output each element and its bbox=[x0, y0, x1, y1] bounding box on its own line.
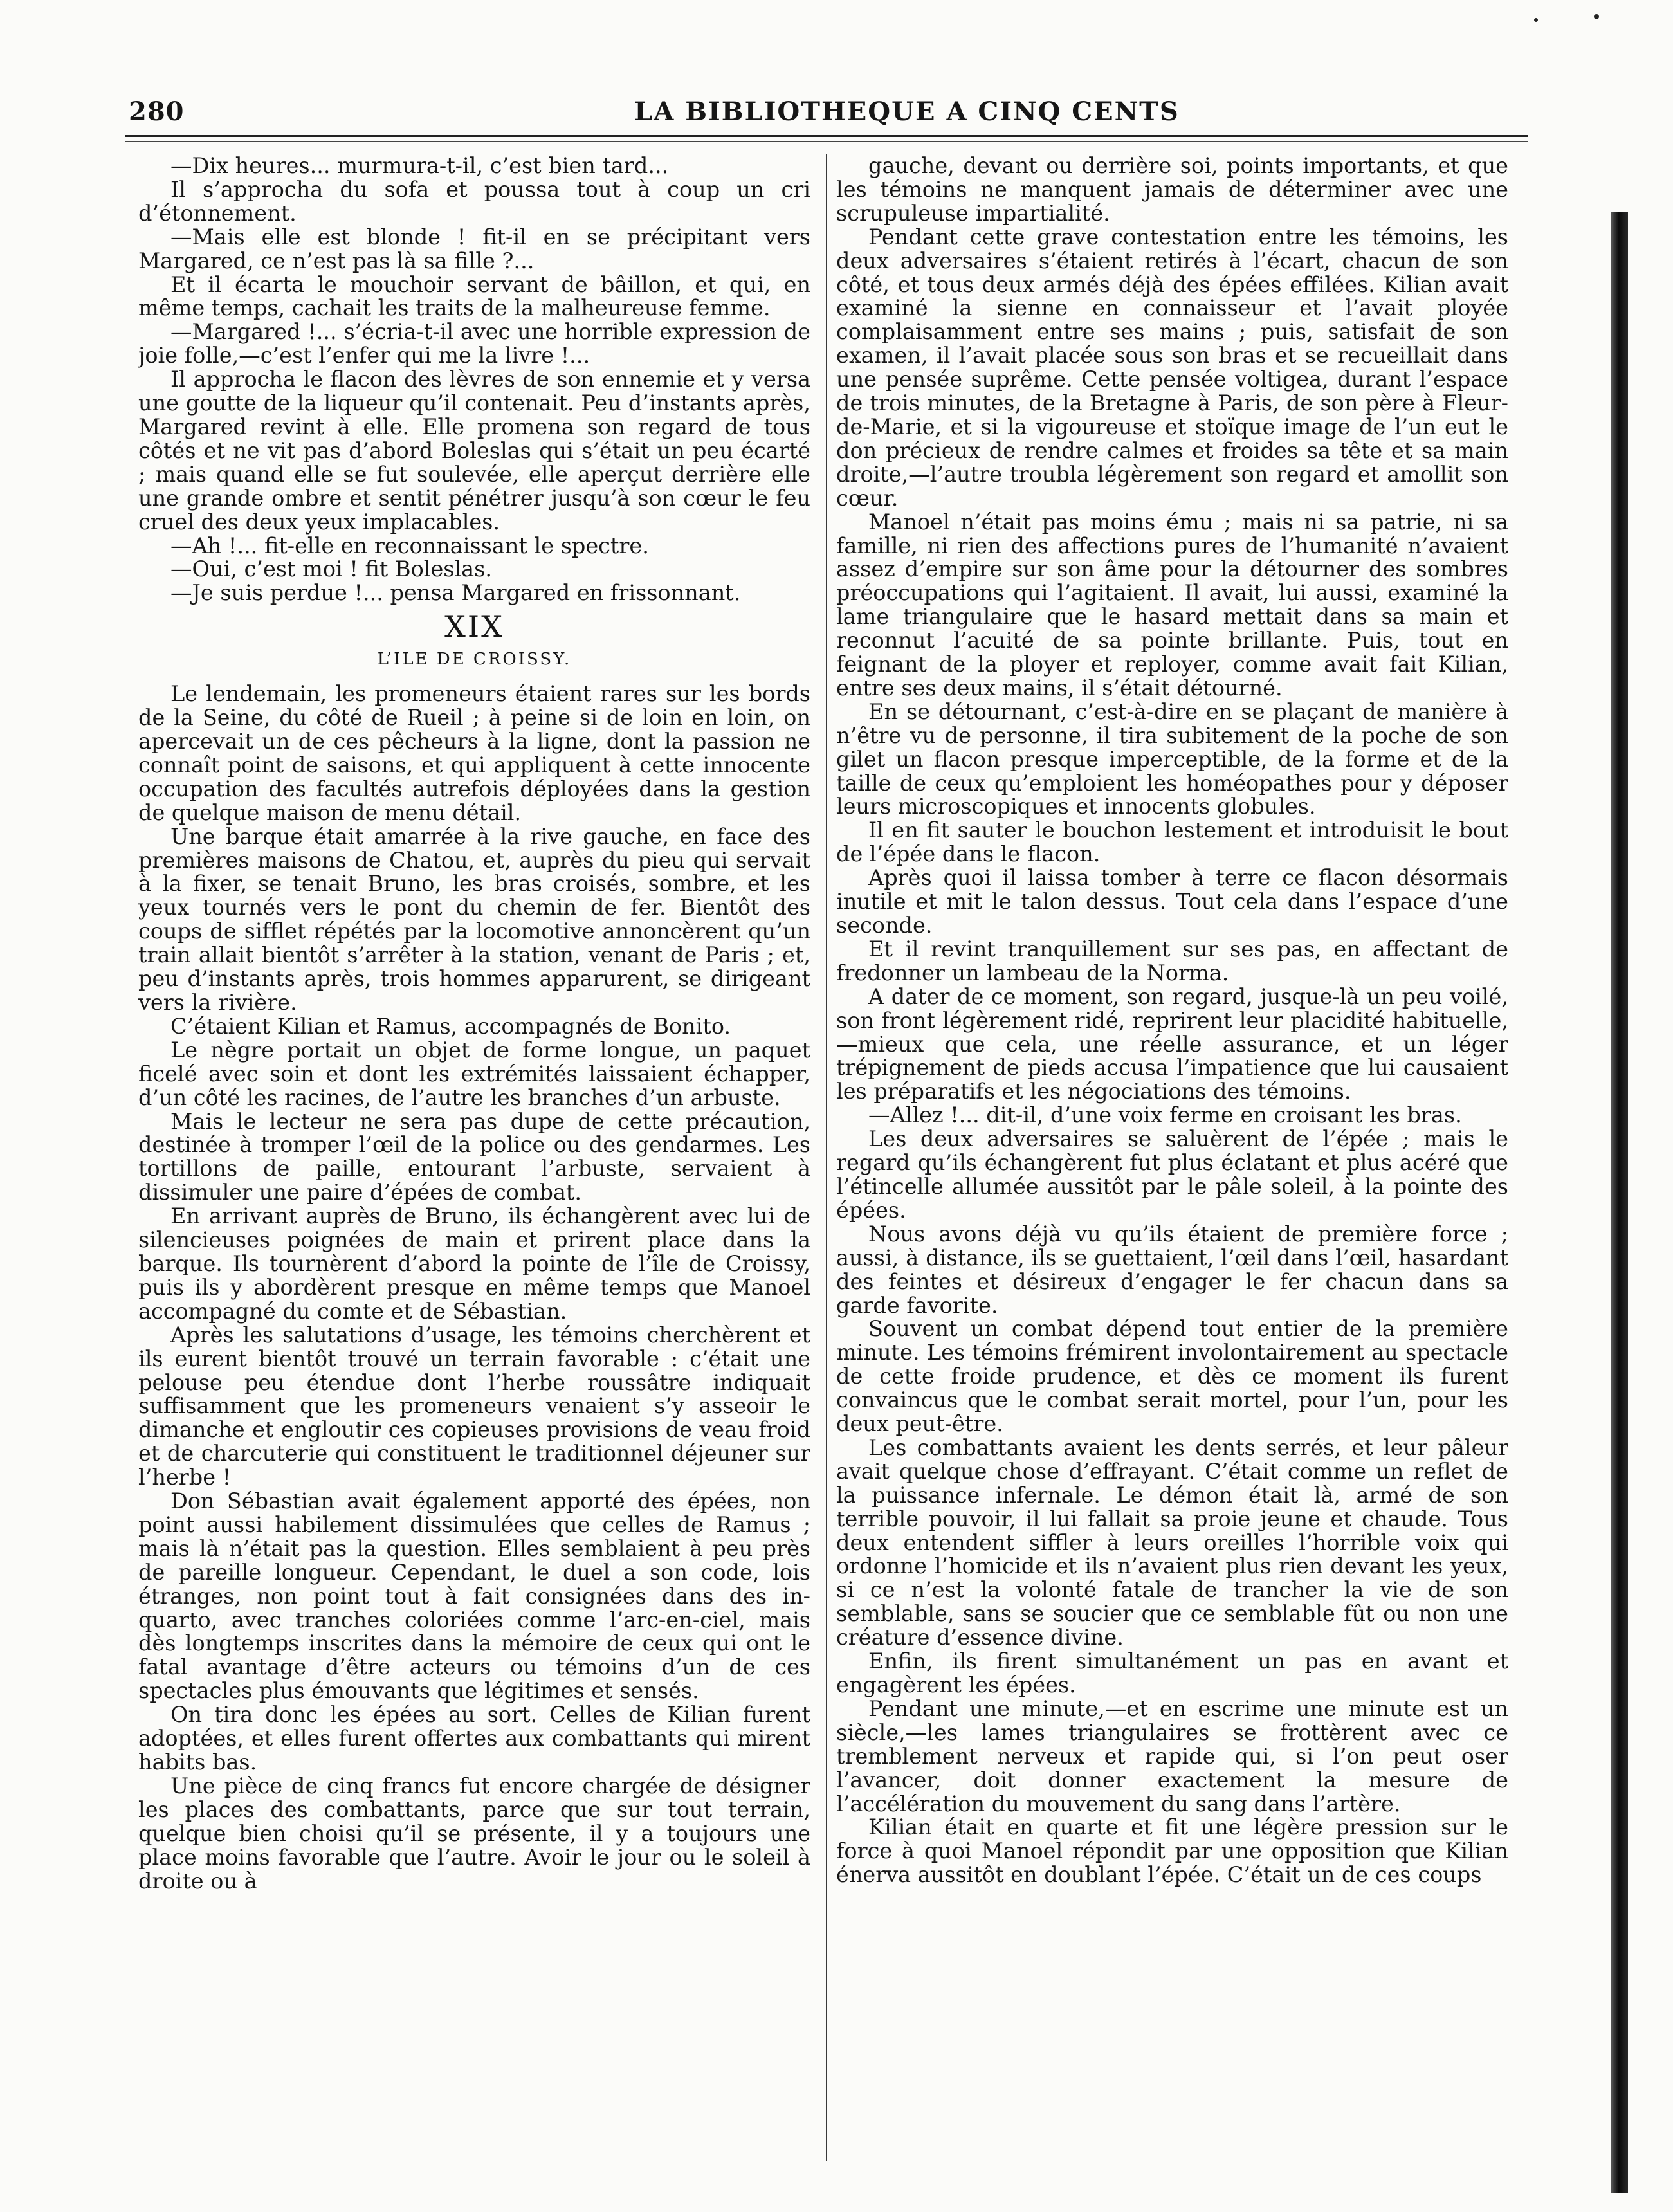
paragraph: Don Sébastian avait également apporté des épées, non point aussi habilement dissimulées que celles de Ramus ; mais là n’était pas la question. Elles semblaient à peu près de pareille longueur. Cependant, le duel a son code, lois étranges, non point tout à fait consignées dans des in-quarto, avec tranches coloriées comme l’arc-en-ciel, mais dès longtemps inscrites dans la mémoire de ceux qui ont le fatal avantage d’être acteurs ou témoins d’un de ces spectacles plus émouvants que légitimes et sensés. bbox=[138, 1488, 810, 1704]
paragraph: C’étaient Kilian et Ramus, accompagnés de Bonito. bbox=[170, 1013, 731, 1039]
paragraph: Le nègre portait un objet de forme longue, un paquet ficelé avec soin et dont les extrémités laissaient échapper, d’un côté les racines, de l’autre les branches d’un arbuste. bbox=[138, 1037, 810, 1110]
page-number: 280 bbox=[129, 96, 185, 127]
scan-speck bbox=[1534, 18, 1538, 22]
paragraph: A dater de ce moment, son regard, jusque-là un peu voilé, son front légèrement ridé, reprirent leur placidité habituelle,—mieux que cela, une réelle assurance, et un léger trépignement de pieds accusa l’impatience que lui causaient les préparatifs et les négociations des témoins. bbox=[836, 983, 1508, 1104]
paragraph: Mais le lecteur ne sera pas dupe de cette précaution, destinée à tromper l’œil de la police ou des gendarmes. Les tortillons de paille, entourant l’arbuste, servaient à dissimuler une paire d’épées de combat. bbox=[138, 1108, 810, 1205]
paragraph: —Allez !... dit-il, d’une voix ferme en croisant les bras. bbox=[868, 1102, 1462, 1128]
left-paragraphs-before bbox=[138, 154, 810, 605]
paragraph: En se détournant, c’est-à-dire en se plaçant de manière à n’être vu de personne, il tira subitement de la poche de son gilet un flacon presque imperceptible, de la forme et de la taille de ceux qu’emploient les homéopathes pour y déposer leurs microscopiques et innocents globules. bbox=[836, 699, 1508, 819]
paragraph: Le lendemain, les promeneurs étaient rares sur les bords de la Seine, du côté de Rueil ; à peine si de loin en loin, on apercevait un de ces pêcheurs à la ligne, dont la passion ne connaît point de saisons, et qui appliquent à cette innocente occupation des facultés autrefois déployées dans la gestion de quelque maison de menu détail. bbox=[138, 681, 810, 825]
paragraph: Après les salutations d’usage, les témoins cherchèrent et ils eurent bientôt trouvé un terrain favorable : c’était une pelouse peu étendue dont l’herbe roussâtre indiquait suffisamment que les promeneurs venaient s’y asseoir le dimanche et engloutir ces copieuses provisions de veau froid et de charcuterie qui constituent le traditionnel déjeuner sur l’herbe ! bbox=[138, 1322, 810, 1490]
header-rule bbox=[125, 135, 1528, 142]
paragraph: On tira donc les épées au sort. Celles de Kilian furent adoptées, et elles furent offertes aux combattants qui mirent habits bas. bbox=[138, 1702, 810, 1775]
paragraph: Pendant une minute,—et en escrime une minute est un siècle,—les lames triangulaires se frottèrent avec ce tremblement nerveux et rapide qui, si l’on peut oser l’avancer, doit donner exactement la mesure de l’accélération du mouvement du sang dans l’artère. bbox=[836, 1696, 1508, 1816]
page-edge-shadow bbox=[1611, 212, 1628, 2193]
running-title: LA BIBLIOTHEQUE A CINQ CENTS bbox=[634, 96, 1180, 127]
paragraph: Il s’approcha du sofa et poussa tout à coup un cri d’étonnement. bbox=[138, 176, 810, 226]
paragraph: Une barque était amarrée à la rive gauche, en face des premières maisons de Chatou, et, auprès du pieu qui servait à la fixer, se tenait Bruno, les bras croisés, sombre, et les yeux tournés vers le pont du chemin de fer. Bientôt des coups de sifflet répétés par la locomotive annoncèrent qu’un train allait bientôt s’arrêter à la station, venant de Paris ; et, peu d’instants après, trois hommes apparurent, se dirigeant vers la rivière. bbox=[138, 823, 810, 1015]
paragraph: Souvent un combat dépend tout entier de la première minute. Les témoins frémirent involontairement au spectacle de cette froide prudence, et dès ce moment ils furent convaincus que le combat serait mortel, pour l’un, pour les deux peut-être. bbox=[836, 1316, 1508, 1437]
paragraph: —Oui, c’est moi ! fit Boleslas. bbox=[170, 556, 492, 582]
paragraph: Après quoi il laissa tomber à terre ce flacon désormais inutile et mit le talon dessus. Tout cela dans l’espace d’une seconde. bbox=[836, 865, 1508, 938]
right-column bbox=[836, 154, 1508, 2161]
paragraph: Il approcha le flacon des lèvres de son ennemie et y versa une goutte de la liqueur qu’il contenait. Peu d’instants après, Margared revint à elle. Elle promena son regard de tous côtés et ne vit pas d’abord Boleslas qui s’était un peu écarté ; mais quand elle se fut soulevée, elle aperçut derrière elle une grande ombre et sentit pénétrer jusqu’à son cœur le feu cruel des deux yeux implacables. bbox=[138, 367, 810, 535]
left-paragraphs-after bbox=[138, 682, 810, 1893]
chapter-title: L’ILE DE CROISSY. bbox=[377, 650, 572, 670]
paragraph: En arrivant auprès de Bruno, ils échangèrent avec lui de silencieuses poignées de main et prirent place dans la barque. Ils tournèrent d’abord la pointe de l’île de Croissy, puis ils y abordèrent presque en même temps que Manoel accompagné du comte et de Sébastian. bbox=[138, 1203, 810, 1324]
left-column bbox=[138, 154, 810, 2161]
right-paragraphs bbox=[836, 154, 1508, 1887]
paragraph: Et il écarta le mouchoir servant de bâillon, et qui, en même temps, cachait les traits de la malheureuse femme. bbox=[138, 271, 810, 321]
paragraph: Enfin, ils firent simultanément un pas en avant et engagèrent les épées. bbox=[836, 1649, 1508, 1697]
paragraph: —Mais elle est blonde ! fit-il en se précipitant vers Margared, ce n’est pas là sa fille ?... bbox=[138, 224, 810, 273]
paragraph: gauche, devant ou derrière soi, points importants, et que les témoins ne manquent jamais de déterminer avec une scrupuleuse impartialité. bbox=[836, 154, 1508, 226]
paragraph: Nous avons déjà vu qu’ils étaient de première force ; aussi, à distance, ils se guettaient, l’œil dans l’œil, hasardant des feintes et désireux d’engager le fer chacun dans sa garde favorite. bbox=[836, 1221, 1508, 1318]
paragraph: Il en fit sauter le bouchon lestement et introduisit le bout de l’épée dans le flacon. bbox=[836, 818, 1508, 867]
paragraph: Une pièce de cinq francs fut encore chargée de désigner les places des combattants, parce que sur tout terrain, quelque bien choisi qu’il se présente, il y a toujours une place moins favorable que l’autre. Avoir le jour ou le soleil à droite ou à bbox=[138, 1773, 810, 1894]
paragraph: —Ah !... fit-elle en reconnaissant le spectre. bbox=[170, 533, 649, 558]
paragraph: Les deux adversaires se saluèrent de l’épée ; mais le regard qu’ils échangèrent fut plus éclatant et plus acéré que l’étincelle allumée aussitôt par le pâle soleil, à la pointe des épées. bbox=[836, 1126, 1508, 1223]
paragraph: —Je suis perdue !... pensa Margared en frissonnant. bbox=[170, 580, 741, 606]
paragraph: Les combattants avaient les dents serrés, et leur pâleur avait quelque chose d’effrayant. C’était comme un reflet de la puissance infernale. Le démon était là, armé de son terrible pouvoir, il lui fallait sa proie jeune et chaude. Tous deux entendent siffler à leurs oreilles l’horrible voix qui ordonne l’homicide et ils n’avaient plus rien devant les yeux, si ce n’est la volonté fatale de trancher la vie de son semblable, sans se soucier que ce semblable fût ou non une créature d’essence divine. bbox=[836, 1434, 1508, 1650]
paragraph: Manoel n’était pas moins ému ; mais ni sa patrie, ni sa famille, ni rien des affections pures de l’humanité n’avaient assez d’empire sur son âme pour la détourner des sombres préoccupations qui l’agitaient. Il avait, lui aussi, examiné la lame triangulaire que le hasard mettait dans sa main et reconnut l’acuité de sa pointe brillante. Puis, tout en feignant de la ployer et reployer, comme avait fait Kilian, entre ses deux mains, il s’était détourné. bbox=[836, 509, 1508, 700]
chapter-number: XIX bbox=[444, 609, 504, 644]
scan-speck bbox=[1594, 14, 1599, 19]
paragraph: —Dix heures... murmura-t-il, c’est bien tard... bbox=[170, 154, 669, 178]
paragraph: Kilian était en quarte et fit une légère pression sur le force à quoi Manoel répondit par une opposition que Kilian énerva aussitôt en doublant l’épée. C’était un de ces coups bbox=[836, 1814, 1508, 1888]
paragraph: —Margared !... s’écria-t-il avec une horrible expression de joie folle,—c’est l’enfer qui me la livre !... bbox=[138, 319, 810, 369]
column-rule bbox=[826, 154, 827, 2161]
paragraph: Et il revint tranquillement sur ses pas, en affectant de fredonner un lambeau de la Norma. bbox=[836, 936, 1508, 985]
paragraph: Pendant cette grave contestation entre les témoins, les deux adversaires s’étaient retirés à l’écart, chacun de son côté, et tous deux armés déjà des épées effilées. Kilian avait examiné la sienne en connaisseur et l’avait ployée complaisamment entre ses mains ; puis, satisfait de son examen, il l’avait placée sous son bras et se recueillait dans une pensée suprême. Cette pensée voltigea, durant l’espace de trois minutes, de la Bretagne à Paris, de son père à Fleur-de-Marie, et si la vigoureuse et stoïque image de l’un eut le don précieux de rendre calmes et froides sa tête et sa main droite,—l’autre troubla légèrement son regard et amollit son cœur. bbox=[836, 224, 1508, 511]
